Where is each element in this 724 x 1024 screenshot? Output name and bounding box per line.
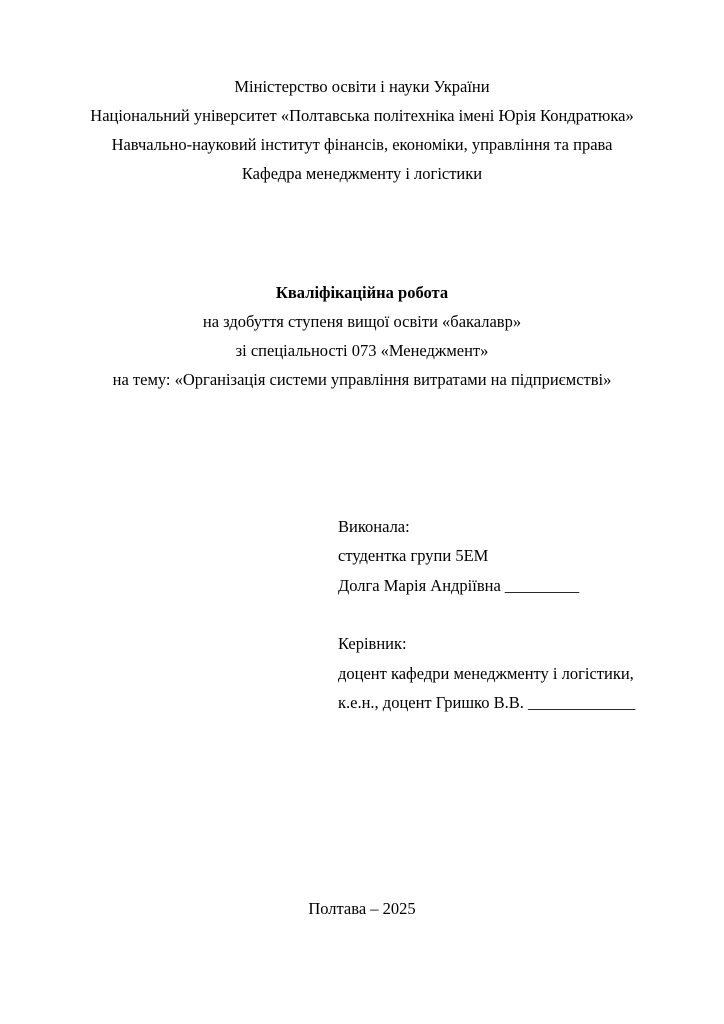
author-name: Долга Марія Андріївна _________: [338, 576, 580, 595]
specialty-line: зі спеціальності 073 «Менеджмент»: [235, 341, 489, 360]
department-line: Кафедра менеджменту і логістики: [241, 164, 483, 183]
university-line: Національний університет «Полтавська політехніка імені Юрія Кондратюка»: [90, 106, 634, 125]
degree-line: на здобуття ступеня вищої освіти «бакалавр»: [202, 312, 522, 331]
topic-line: на тему: «Організація системи управління витратами на підприємстві»: [112, 370, 612, 389]
author-label: Виконала:: [338, 517, 410, 536]
supervisor-name: к.е.н., доцент Гришко В.В. _____________: [338, 693, 636, 712]
institute-line: Навчально-науковий інститут фінансів, економіки, управління та права: [111, 135, 613, 154]
city-year: Полтава – 2025: [308, 899, 416, 918]
supervisor-label: Керівник:: [338, 634, 407, 653]
ministry-line: Міністерство освіти і науки України: [234, 77, 490, 96]
work-title: Кваліфікаційна робота: [275, 283, 449, 302]
author-group: студентка групи 5ЕМ: [338, 546, 489, 565]
supervisor-position: доцент кафедри менеджменту і логістики,: [338, 664, 634, 683]
